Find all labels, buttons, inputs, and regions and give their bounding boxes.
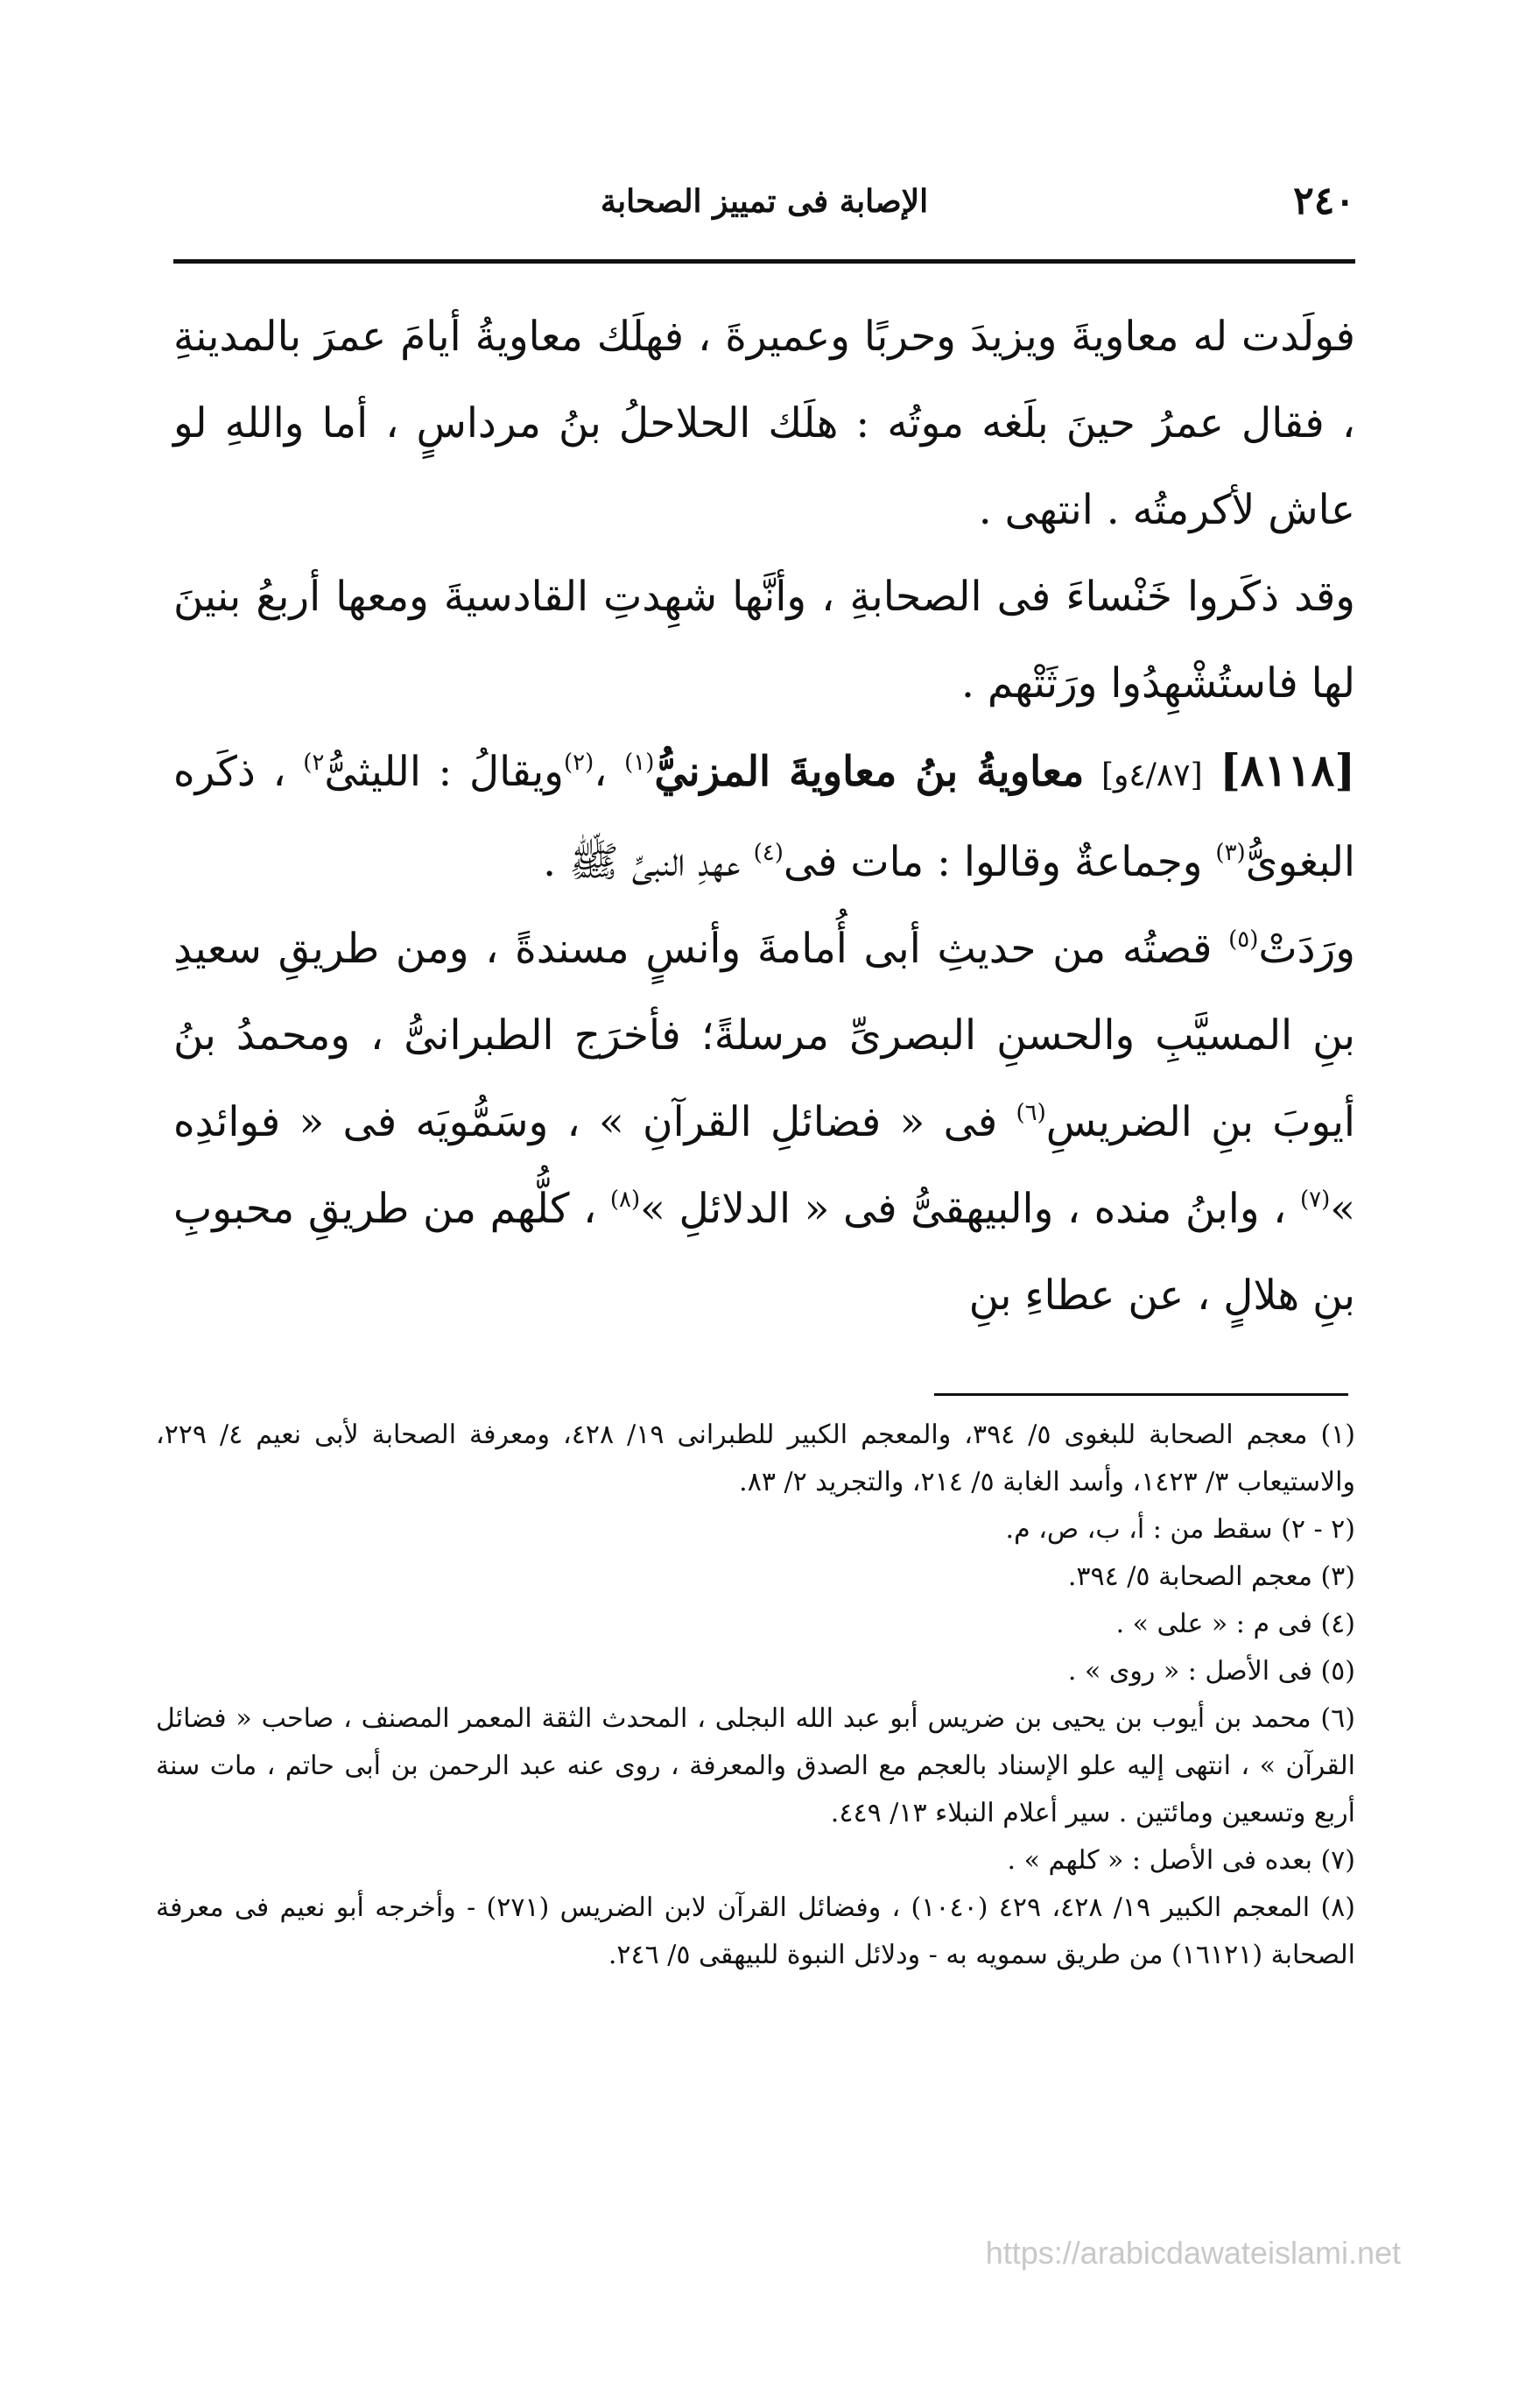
entry-text: ، ذكَره البغوىُّ <box>173 748 1355 886</box>
paragraph-text: ، كلُّهم من طريقِ محبوبِ بنِ هلالٍ ، عن عطاءِ بنِ <box>173 1185 1355 1320</box>
footnote-marker-4: (٤) <box>753 840 784 866</box>
footnote-rule <box>934 1393 1348 1396</box>
entry-name: معاويةُ بنُ معاويةَ المزنيُّ <box>654 748 1085 796</box>
paragraph-text: ، وابنُ منده ، والبيهقىُّ فى « الدلائلِ » <box>640 1185 1287 1233</box>
footnote-1: (١) معجم الصحابة للبغوى ٥/ ٣٩٤، والمعجم الكبير للطبرانى ١٩/ ٤٢٨، ومعرفة الصحابة لأبى نعيم ٤/ ٢٢٩، والاستيعاب ٣/ ١٤٢٣، وأسد الغابة ٥/ ٢١٤، والتجريد ٢/ ٨٣. <box>156 1419 1355 1497</box>
footnote-marker-3: (٣) <box>1215 840 1246 866</box>
footnote-2: (٢ - ٢) سقط من : أ، ب، ص، م. <box>1005 1514 1355 1545</box>
main-text <box>173 293 1355 1339</box>
footnote-3: (٣) معجم الصحابة ٥/ ٣٩٤. <box>1067 1561 1355 1592</box>
watermark-url: https://arabicdawateislami.net <box>985 2235 1401 2271</box>
entry-text: عهدِ النبىِّ ﷺ . <box>543 838 741 886</box>
entry-number: [٨١١٨] <box>1220 744 1355 796</box>
entry-text: ويقالُ : الليثىُّ <box>324 748 564 796</box>
entry-text: ، <box>594 748 608 796</box>
page-header <box>173 175 1355 228</box>
footnote-marker-2-open: (٢) <box>563 750 594 776</box>
footnote-6: (٦) محمد بن أيوب بن يحيى بن ضريس أبو عبد الله البجلى ، المحدث الثقة المعمر المصنف ، صاحب « فضائل القرآن » ، انتهى إليه علو الإسناد بالعجم مع الصدق والمعرفة ، روى عنه عبد الرحمن بن أبى حاتم ، مات سنة أربع وتسعين ومائتين . سير أعلام النبلاء ١٣/ ٤٤٩. <box>156 1703 1355 1828</box>
entry-volume-ref: [٤/٨٧و] <box>1101 757 1203 793</box>
footnote-marker-8: (٨) <box>609 1187 641 1213</box>
paragraph-4 <box>173 905 1355 1339</box>
entry-text: وجماعةٌ وقالوا : مات فى <box>783 838 1203 886</box>
footnote-marker-6: (٦) <box>1016 1100 1046 1126</box>
page-number: ٢٤٠ <box>1293 179 1355 223</box>
running-title: الإصابة فى تمييز الصحابة <box>600 183 929 220</box>
footnotes <box>156 1412 1355 1979</box>
footnote-4: (٤) فى م : « على » . <box>1115 1609 1355 1639</box>
footnote-5: (٥) فى الأصل : « روى » . <box>1067 1656 1355 1687</box>
footnote-marker-5: (٥) <box>1228 926 1259 953</box>
footnote-marker-1: (١) <box>624 750 655 776</box>
paragraph-1: فولَدت له معاويةَ ويزيدَ وحربًا وعميرةَ ، فهلَك معاويةُ أيامَ عمرَ بالمدينةِ ، فقال عمرُ حينَ بلَغه موتُه : هلَك الحلاحلُ بنُ مرداسٍ ، أما واللهِ لو عاش لأكرمتُه . انتهى . <box>173 313 1355 534</box>
paragraph-text: قصتُه من حديثِ أبى أُمامةَ وأنسٍ مسندةً ، ومن طريقِ سعيدِ بنِ المسيَّبِ والحسنِ البصرىِّ مرسلةً؛ فأخرَج الطبرانىُّ ، ومحمدُ بنُ أيوبَ بنِ الضريسِ <box>173 925 1355 1146</box>
header-rule <box>173 259 1355 264</box>
footnote-8: (٨) المعجم الكبير ١٩/ ٤٢٨، ٤٢٩ (١٠٤٠) ، وفضائل القرآن لابن الضريس (٢٧١) - وأخرجه أبو نعيم فى معرفة الصحابة (١٦١٢١) من طريق سمويه به - ودلائل النبوة للبيهقى ٥/ ٢٤٦. <box>156 1892 1356 1970</box>
footnote-marker-2-close: ٢) <box>303 750 325 776</box>
entry-paragraph <box>173 727 1355 905</box>
paragraph-2: وقد ذكَروا خَنْساءَ فى الصحابةِ ، وأنَّها شهِدتِ القادسيةَ ومعها أربعُ بنينَ لها فاستُشْهِدُوا ورَثَتْهم . <box>173 573 1355 708</box>
footnote-marker-7: (٧) <box>1299 1187 1331 1213</box>
paragraph-text: فى « فضائلِ القرآنِ » ، وسَمُّويَه فى « فوائدِه » <box>173 1098 1355 1233</box>
paragraph-text: ورَدَتْ <box>1258 925 1355 973</box>
footnote-7: (٧) بعده فى الأصل : « كلهم » . <box>1007 1845 1355 1876</box>
